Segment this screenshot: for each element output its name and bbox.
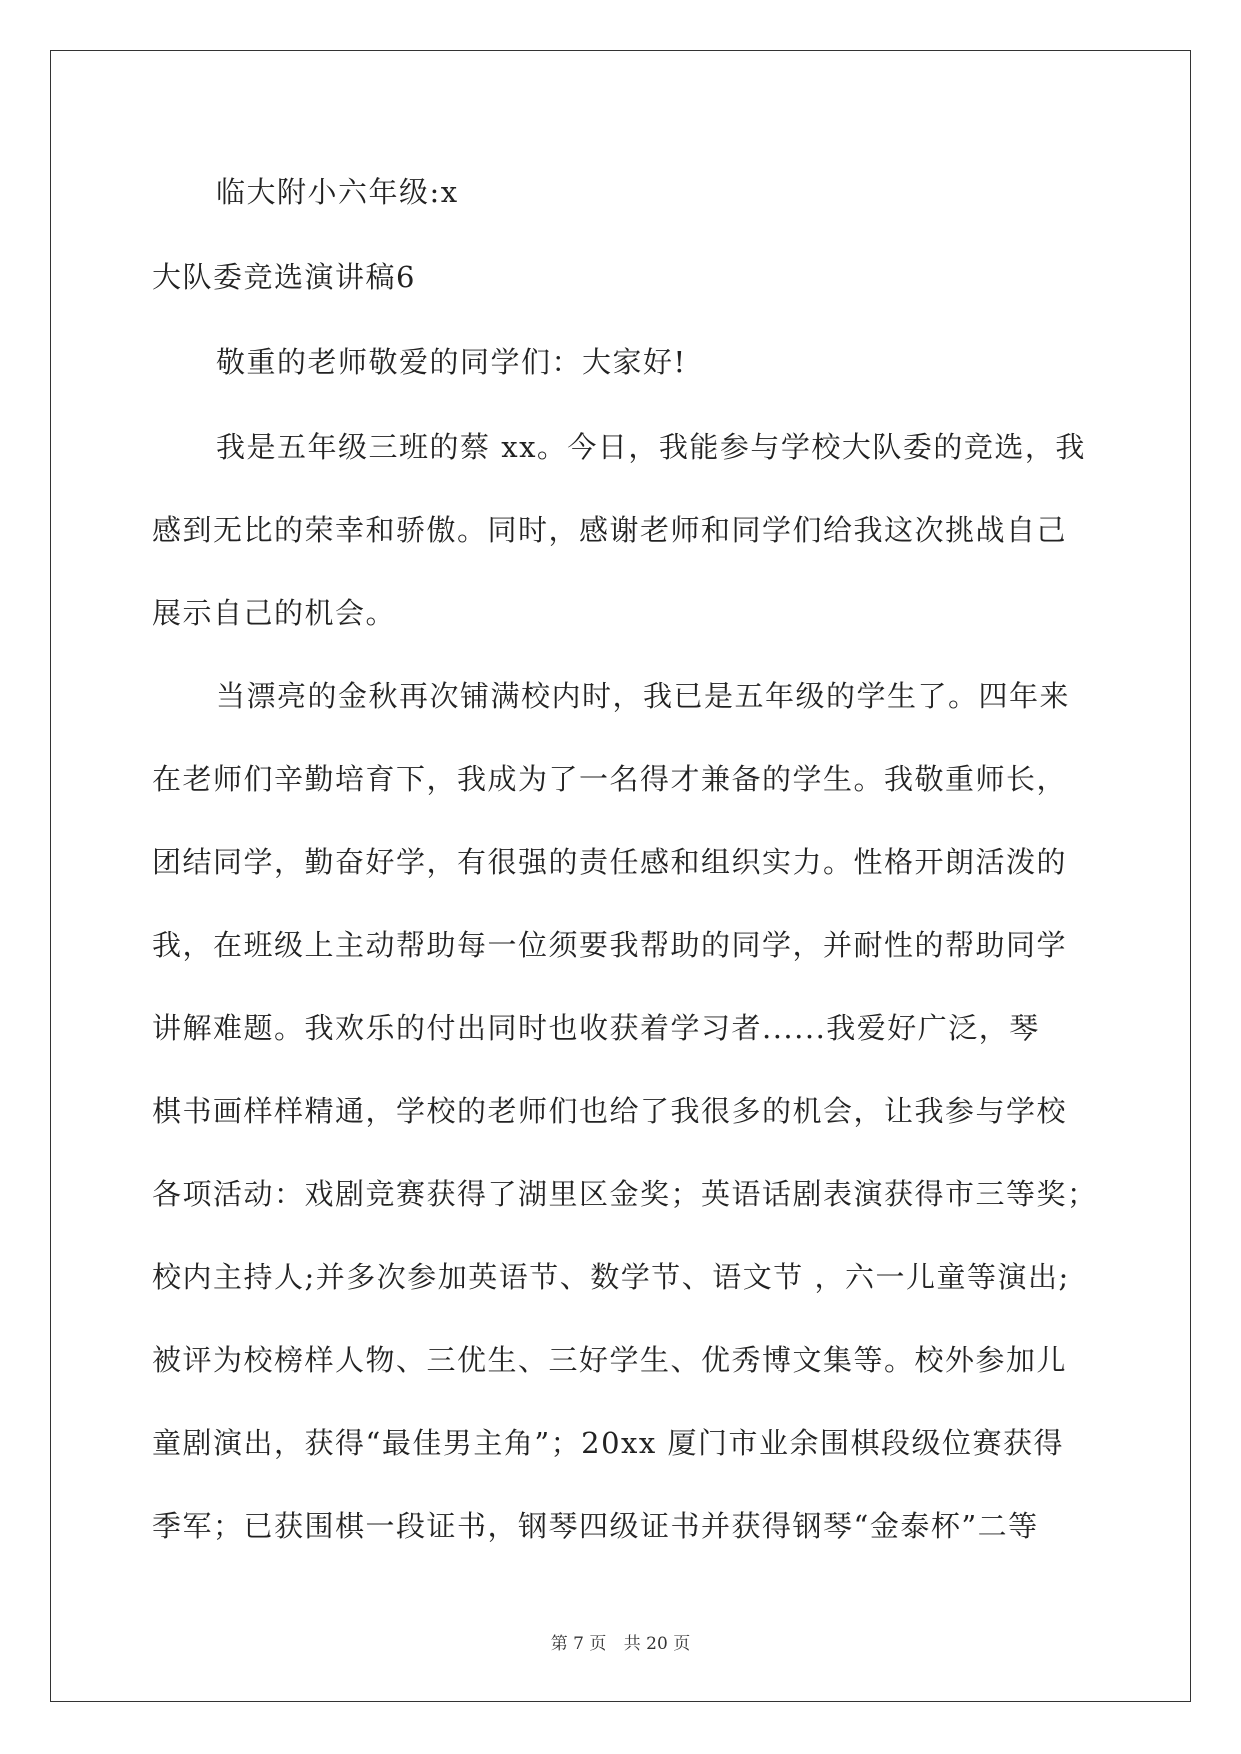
text-line: 被评为校榜样人物、三优生、三好学生、优秀博文集等。校外参加儿 (152, 1343, 1068, 1377)
text-line: 季军；已获围棋一段证书，钢琴四级证书并获得钢琴“金泰杯”二等 (152, 1509, 1039, 1543)
greeting-line: 敬重的老师敬爱的同学们：大家好! (216, 345, 687, 379)
text-line: 讲解难题。我欢乐的付出同时也收获着学习者......我爱好广泛，琴 (152, 1011, 1040, 1045)
page-number: 第 7 页 (550, 1634, 607, 1654)
page-footer (0, 1632, 1241, 1656)
page-total: 共 20 页 (623, 1634, 691, 1654)
text-line: 当漂亮的金秋再次铺满校内时，我已是五年级的学生了。四年来 (216, 679, 1071, 713)
text-line: 我，在班级上主动帮助每一位须要我帮助的同学，并耐性的帮助同学 (152, 928, 1068, 962)
text-line: 临大附小六年级:x (216, 175, 459, 209)
text-line: 展示自己的机会。 (152, 596, 397, 630)
section-heading: 大队委竞选演讲稿6 (152, 260, 416, 294)
text-line: 在老师们辛勤培育下，我成为了一名得才兼备的学生。我敬重师长， (152, 762, 1068, 796)
text-line: 感到无比的荣幸和骄傲。同时，感谢老师和同学们给我这次挑战自己 (152, 513, 1068, 547)
text-line: 团结同学，勤奋好学，有很强的责任感和组织实力。性格开朗活泼的 (152, 845, 1068, 879)
text-line: 棋书画样样精通，学校的老师们也给了我很多的机会，让我参与学校 (152, 1094, 1068, 1128)
text-line: 各项活动：戏剧竞赛获得了湖里区金奖；英语话剧表演获得市三等奖； (152, 1177, 1098, 1211)
text-line: 校内主持人;并多次参加英语节、数学节、语文节 ，六一儿童等演出; (152, 1260, 1070, 1294)
text-line: 童剧演出，获得“最佳男主角”；20xx 厦门市业余围棋段级位赛获得 (152, 1426, 1064, 1460)
text-line: 我是五年级三班的蔡 xx。今日，我能参与学校大队委的竞选，我 (216, 430, 1086, 464)
